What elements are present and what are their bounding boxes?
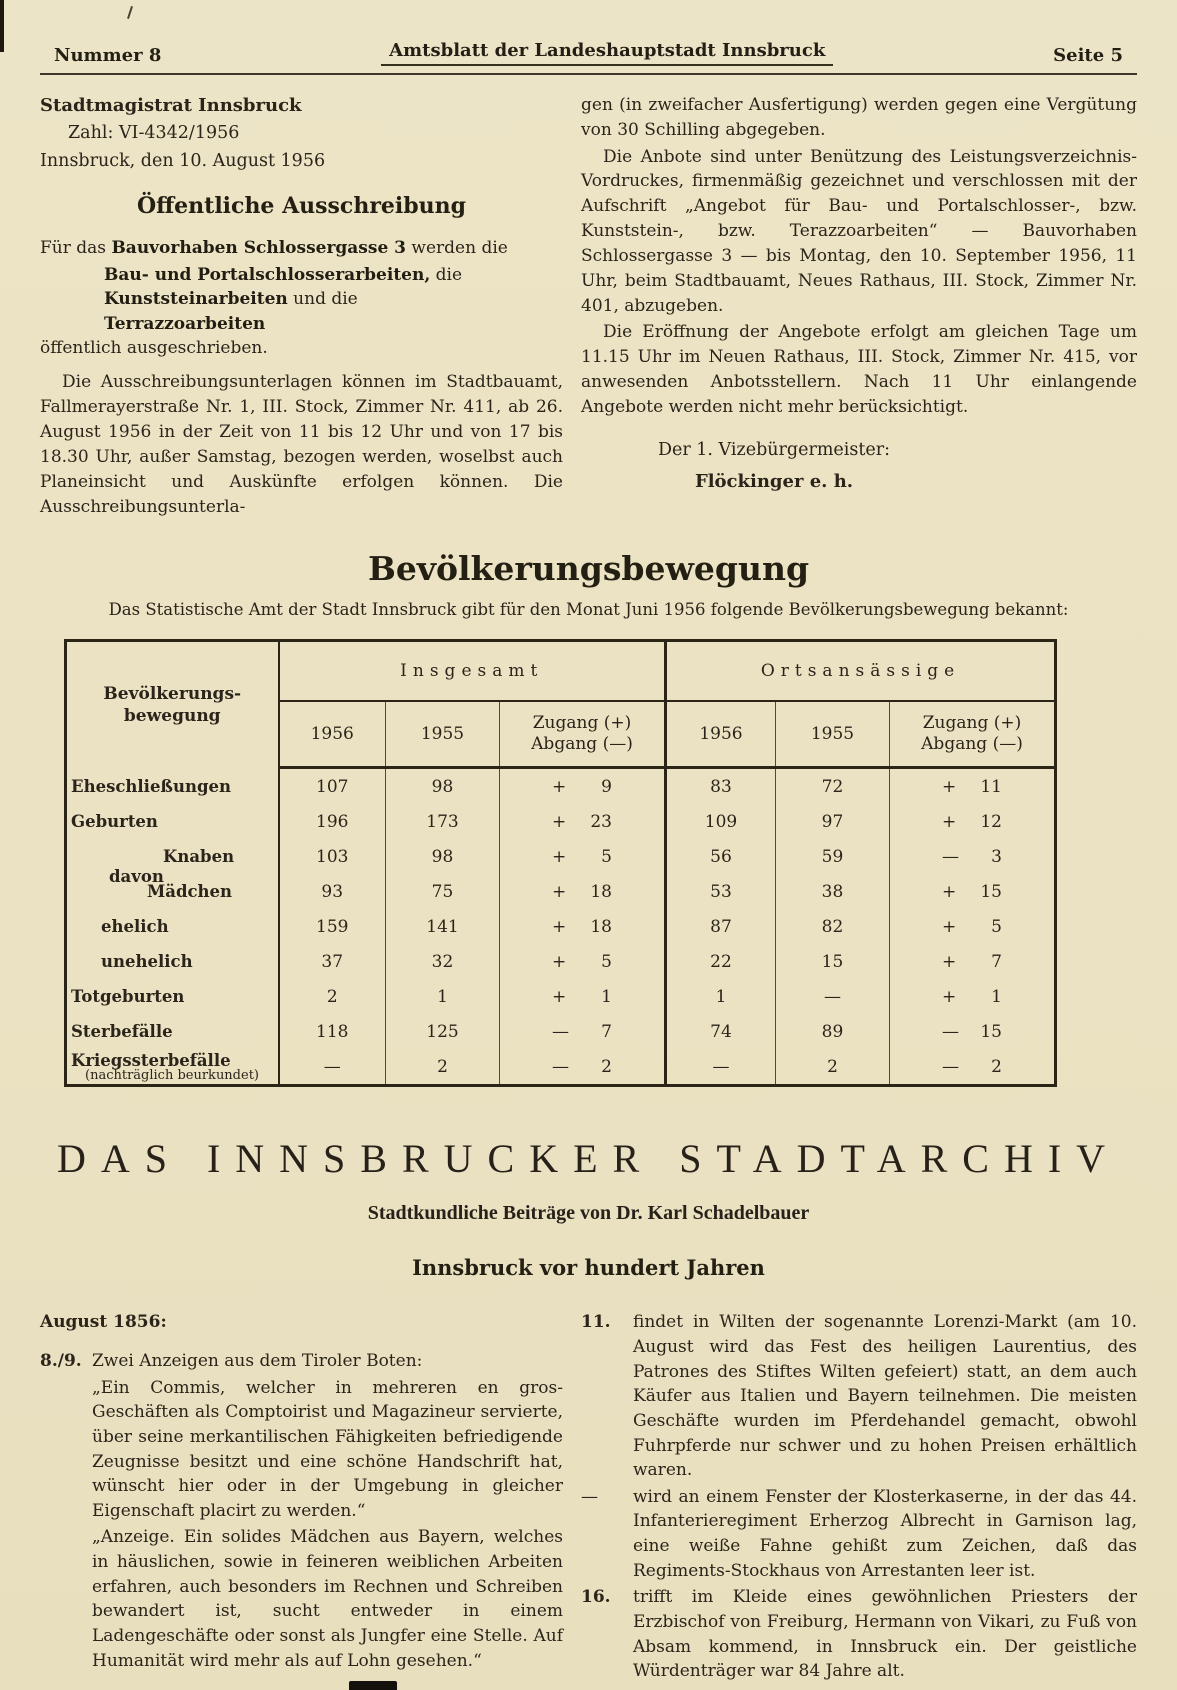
table-cell: 196: [279, 804, 386, 839]
table-cell: 1: [666, 979, 776, 1014]
table-cell: 32: [386, 944, 500, 979]
article-quote: „Ein Commis, welcher in mehreren en gros-Geschäften als Comptoirist und Magazineur servierte, über seine merkantilischen Fähigkeiten befriedigende Zeugnisse besitzt und eine schöne Handschrift hat, wünscht hier oder in der Umgebung in gleicher Eigenschaft placirt zu werden.“: [92, 1377, 563, 1521]
table-cell: 98: [386, 768, 500, 805]
table-cell: 82: [776, 909, 890, 944]
table-cell: 98: [386, 839, 500, 874]
announcement-paragraph: Die Ausschreibungsunterlagen können im Stadtbauamt, Fallmerayerstraße Nr. 1, III. Stock, Zimmer Nr. 411, ab 26. August 1956 in der Zeit von 11 bis 12 Uhr und von 17 bis 18.30 Uhr, außer Samstag, bezogen werden, woselbst auch Planeinsicht und Auskünfte erfolgen können. Die Ausschreibungsunterla-: [40, 372, 563, 517]
month-heading: August 1856:: [40, 1312, 167, 1333]
corner-header: [66, 641, 279, 768]
work-line: [104, 312, 563, 336]
row-label: Sterbefälle: [71, 1022, 173, 1042]
change-header-line1: Zugang (+): [922, 713, 1022, 734]
year-header: 1955: [776, 701, 890, 768]
article-item: [581, 1310, 1137, 1482]
table-cell: + 9: [500, 768, 666, 805]
announcement-intro: [40, 236, 563, 261]
announcement-paragraph: Die Eröffnung der Angebote erfolgt am gleichen Tage um 11.15 Uhr im Neuen Rathaus, III. Stock, Zimmer Nr. 415, vor anwesenden Anbotsstellern. Nach 11 Uhr einlangende Angebote werden nicht mehr berücksichtigt.: [581, 322, 1137, 417]
signature-block: [581, 438, 1137, 496]
table-cell: 107: [279, 768, 386, 805]
table-cell: —: [666, 1049, 776, 1086]
group-header-row: [66, 641, 1056, 702]
table-cell: 109: [666, 804, 776, 839]
announcement-section: [40, 93, 1137, 521]
table-cell: —: [776, 979, 890, 1014]
stadtarchiv-subtitle: Stadtkundliche Beiträge von Dr. Karl Schadelbauer: [367, 1202, 810, 1225]
row-sublabel: (nachträglich beurkundet): [85, 1067, 259, 1083]
table-cell: — 7: [500, 1014, 666, 1049]
stadtarchiv-section: [40, 1135, 1137, 1686]
issue-number: Nummer 8: [54, 45, 162, 66]
item-label: 16.: [581, 1587, 611, 1608]
issuing-office: Stadtmagistrat Innsbruck: [40, 95, 302, 116]
year-header: 1956: [279, 701, 386, 768]
article-left-column: [40, 1310, 563, 1686]
group-header-ortsansaessige: Ortsansässige: [666, 641, 1056, 702]
table-cell: 103: [279, 839, 386, 874]
work-line: [104, 263, 563, 287]
table-cell: 87: [666, 909, 776, 944]
table-cell: + 18: [500, 874, 666, 909]
table-row: [66, 979, 1056, 1014]
header-rule: [40, 73, 1137, 75]
article-quote: „Anzeige. Ein solides Mädchen aus Bayern, welches in häuslichen, sowie in feineren weiblichen Arbeiten erfahren, auch besonders im Rechnen und Schreiben bewandert ist, sucht entweder in einem Ladengeschäfte oder sonst als Jungfer eine Stelle. Auf Humanität wird mehr als auf Lohn gesehen.“: [92, 1527, 563, 1671]
change-header-line1: Zugang (+): [532, 713, 632, 734]
table-cell: + 12: [890, 804, 1056, 839]
intro-bold: Bauvorhaben Schlossergasse 3: [111, 238, 407, 259]
table-row: [66, 874, 1056, 909]
population-table-wrap: [64, 639, 1137, 1087]
table-row: [66, 768, 1056, 805]
article-right-column: [581, 1310, 1137, 1686]
table-cell: 2: [386, 1049, 500, 1086]
table-cell: + 5: [890, 909, 1056, 944]
article-item: [581, 1585, 1137, 1684]
change-header: [890, 701, 1056, 768]
year-header: 1955: [386, 701, 500, 768]
item-label: —: [581, 1486, 598, 1507]
row-label: Totgeburten: [71, 987, 185, 1007]
table-cell: 97: [776, 804, 890, 839]
table-cell: 173: [386, 804, 500, 839]
row-label: ehelich: [101, 917, 169, 937]
item-text: Zwei Anzeigen aus dem Tiroler Boten:: [92, 1350, 423, 1371]
row-label: Mädchen: [147, 882, 233, 902]
table-cell: 74: [666, 1014, 776, 1049]
table-cell: 56: [666, 839, 776, 874]
article-title: Innsbruck vor hundert Jahren: [412, 1255, 765, 1281]
work-list: [104, 263, 563, 335]
work-line-bold: Kunststeinarbeiten: [104, 289, 288, 310]
page-number: Seite 5: [1053, 45, 1123, 66]
population-section-subtitle: Das Statistische Amt der Stadt Innsbruck gibt für den Monat Juni 1956 folgende Bevölkerungsbewegung bekannt:: [108, 600, 1069, 620]
table-cell: 75: [386, 874, 500, 909]
table-row: [66, 804, 1056, 839]
item-text: trifft im Kleide eines gewöhnlichen Priesters der Erzbischof von Freiburg, Hermann von Vikari, zu Fuß von Absam kommend, in Innsbruck ein. Der geistliche Würdenträger war 84 Jahre alt.: [633, 1587, 1137, 1682]
work-line-rest: die: [435, 265, 463, 286]
table-cell: — 3: [890, 839, 1056, 874]
announcement-right-column: [581, 93, 1137, 521]
intro-pre: Für das: [40, 238, 107, 259]
table-cell: 15: [776, 944, 890, 979]
row-label: Eheschließungen: [71, 776, 231, 796]
intro-post: werden die: [411, 238, 508, 259]
table-cell: 59: [776, 839, 890, 874]
table-cell: 38: [776, 874, 890, 909]
stadtarchiv-title: DAS INNSBRUCKER STADTARCHIV: [56, 1136, 1121, 1182]
year-header: 1956: [666, 701, 776, 768]
table-cell: + 11: [890, 768, 1056, 805]
announcement-paragraph: gen (in zweifacher Ausfertigung) werden gegen eine Vergütung von 30 Schilling abgegeben.: [581, 95, 1137, 140]
table-row: [66, 1014, 1056, 1049]
corner-header-line2: bewegung: [123, 706, 221, 727]
table-cell: 37: [279, 944, 386, 979]
item-label: 11.: [581, 1312, 611, 1333]
scan-artifact-corner: [0, 0, 4, 52]
table-cell: 89: [776, 1014, 890, 1049]
table-row: [66, 839, 1056, 874]
row-label: Geburten: [71, 812, 158, 832]
announcement-left-column: [40, 93, 563, 521]
file-number: Zahl: VI-4342/1956: [68, 123, 240, 144]
table-cell: — 2: [890, 1049, 1056, 1086]
table-cell: + 5: [500, 839, 666, 874]
intro-closing: öffentlich ausgeschrieben.: [40, 337, 268, 358]
table-cell: 1: [386, 979, 500, 1014]
table-cell: + 7: [890, 944, 1056, 979]
table-row: [66, 909, 1056, 944]
article-columns: [40, 1310, 1137, 1686]
population-table: [64, 639, 1057, 1087]
table-cell: 53: [666, 874, 776, 909]
work-line: [104, 287, 563, 311]
table-cell: + 18: [500, 909, 666, 944]
corner-header-line1: Bevölkerungs-: [103, 684, 242, 704]
table-cell: 93: [279, 874, 386, 909]
item-text: findet in Wilten der sogenannte Lorenzi-Markt (am 10. August wird das Fest des heiligen Laurentius, des Patrones des Stiftes Wilten gefeiert) statt, an dem auch Käufer aus Italien und Bayern teilnehmen. Die meisten Geschäfte wurden im Pferdehandel gemacht, obwohl Fuhrpferde nur schwer und zu hohen Preisen erhältlich waren.: [633, 1312, 1137, 1481]
table-cell: + 23: [500, 804, 666, 839]
table-cell: + 1: [500, 979, 666, 1014]
signature-role: Der 1. Vizebürgermeister:: [657, 439, 891, 460]
announcement-heading: Öffentliche Ausschreibung: [136, 193, 467, 220]
table-cell: + 15: [890, 874, 1056, 909]
davon-brace-label: davon: [109, 867, 164, 887]
article-item: [581, 1485, 1137, 1584]
table-row: [66, 944, 1056, 979]
item-label: 8./9.: [40, 1350, 82, 1371]
table-cell: + 5: [500, 944, 666, 979]
table-cell: 83: [666, 768, 776, 805]
table-row: [66, 1049, 1056, 1086]
table-cell: 72: [776, 768, 890, 805]
item-text: wird an einem Fenster der Klosterkaserne, in der das 44. Infanterieregiment Erherzog Albrecht in Garnison lag, eine weiße Fahne gehißt zum Zeichen, daß das Regiments-Stockhaus von Arrestanten leer ist.: [633, 1486, 1137, 1581]
population-table-head: [66, 641, 1056, 768]
table-cell: 2: [279, 979, 386, 1014]
change-header-line2: Abgang (—): [921, 734, 1023, 755]
dateline: Innsbruck, den 10. August 1956: [40, 150, 326, 171]
work-line-bold: Terrazzoarbeiten: [104, 313, 266, 334]
row-label: unehelich: [101, 952, 193, 972]
work-line-rest: und die: [293, 289, 358, 310]
page-header: [40, 40, 1137, 71]
table-cell: 159: [279, 909, 386, 944]
table-cell: — 15: [890, 1014, 1056, 1049]
change-header: [500, 701, 666, 768]
gazette-title: Amtsblatt der Landeshauptstadt Innsbruck: [381, 40, 833, 66]
table-cell: —: [279, 1049, 386, 1086]
signature-name: Flöckinger e. h.: [694, 471, 854, 493]
scan-artifact-smudge: [349, 1681, 397, 1690]
announcement-paragraph: Die Anbote sind unter Benützung des Leistungsverzeichnis-Vordruckes, firmenmäßig gezeichnet und verschlossen mit der Aufschrift „Angebot für Bau- und Portalschlosser-, bzw. Kunststein-, bzw. Terazzoarbeiten“ — Bauvorhaben Schlossergasse 3 — bis Montag, den 10. September 1956, 11 Uhr, beim Stadtbauamt, Neues Rathaus, III. Stock, Zimmer Nr. 401, abzugeben.: [581, 146, 1137, 316]
table-cell: + 1: [890, 979, 1056, 1014]
change-header-line2: Abgang (—): [531, 734, 633, 755]
row-label: davon Knaben: [109, 847, 235, 887]
table-cell: 141: [386, 909, 500, 944]
population-table-body: [66, 768, 1056, 1086]
group-header-insgesamt: Insgesamt: [279, 641, 666, 702]
row-label: Kriegssterbefälle (nachträglich beurkundet): [66, 1049, 279, 1086]
table-cell: 22: [666, 944, 776, 979]
article-item: [40, 1349, 563, 1374]
table-cell: 118: [279, 1014, 386, 1049]
table-cell: — 2: [500, 1049, 666, 1086]
table-cell: 125: [386, 1014, 500, 1049]
population-section-title: Bevölkerungsbewegung: [367, 549, 810, 589]
table-cell: 2: [776, 1049, 890, 1086]
work-line-bold: Bau- und Portalschlosserarbeiten,: [104, 265, 431, 286]
